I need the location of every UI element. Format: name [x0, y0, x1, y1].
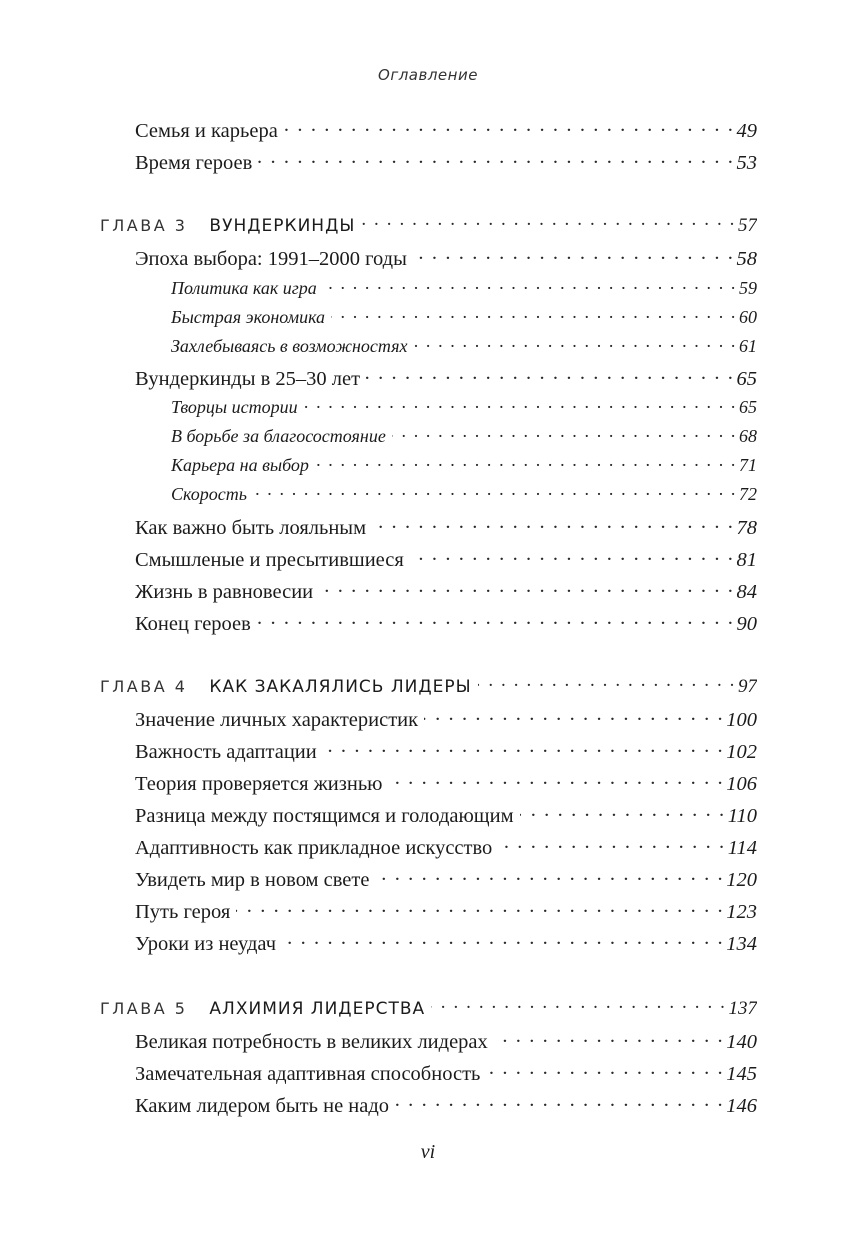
- chapter-page: 137: [728, 998, 757, 1019]
- toc-entry: [135, 148, 757, 175]
- toc-entry-title: Конец героев: [135, 612, 251, 635]
- toc-entry: [135, 801, 757, 828]
- chapter-title: АЛХИМИЯ ЛИДЕРСТВА: [209, 999, 426, 1019]
- chapter-page: 97: [738, 676, 757, 697]
- dot-leader: [319, 577, 734, 598]
- toc-entry-title: Быстрая экономика: [171, 307, 326, 327]
- dot-leader: [389, 769, 725, 790]
- toc-entry-page: 65: [739, 397, 757, 417]
- toc-entry-page: 145: [726, 1062, 757, 1085]
- toc-entry-page: 110: [727, 804, 757, 827]
- toc-entry-title: Эпоха выбора: 1991–2000 годы: [135, 247, 407, 270]
- dot-leader: [410, 545, 735, 566]
- toc-entry-title: Замечательная адаптивная способность: [135, 1062, 481, 1085]
- chapter-page: 57: [738, 215, 757, 236]
- toc-entry-title: Путь героя: [135, 900, 231, 923]
- toc-subentry: [171, 424, 757, 447]
- dot-leader: [258, 148, 734, 169]
- toc-entry-page: 71: [739, 455, 757, 475]
- toc-entry-title: Творцы истории: [171, 397, 298, 417]
- dot-leader: [486, 1059, 724, 1080]
- toc-entry-page: 134: [726, 932, 757, 955]
- toc-subentry: [171, 395, 757, 418]
- toc-entry: [135, 1091, 757, 1118]
- toc-entry-title: Политика как игра: [171, 278, 317, 298]
- toc-entry-title: Как важно быть лояльным: [135, 516, 367, 539]
- toc-entry-page: 59: [739, 278, 757, 298]
- toc-entry-page: 102: [726, 740, 757, 763]
- toc-entry-title: Значение личных характеристик: [135, 708, 419, 731]
- dot-leader: [392, 424, 737, 442]
- toc-entry-page: 53: [736, 151, 757, 174]
- toc-entry-page: 72: [739, 484, 757, 504]
- dot-leader: [413, 334, 737, 352]
- toc-entry: [135, 244, 757, 271]
- dot-leader: [478, 673, 736, 692]
- chapter-label: ГЛАВА 3: [100, 216, 188, 235]
- toc-entry-page: 61: [739, 336, 757, 356]
- toc-entry-page: 106: [726, 772, 757, 795]
- toc-entry-page: 84: [736, 580, 757, 603]
- toc-entry-title: Великая потребность в великих лидерах: [135, 1030, 488, 1053]
- running-head: Оглавление: [378, 66, 478, 84]
- toc-entry-page: 58: [736, 247, 757, 270]
- toc-entry: [135, 897, 757, 924]
- toc-entry-title: Адаптивность как прикладное искусство: [135, 836, 493, 859]
- toc-entry-page: 68: [739, 426, 757, 446]
- toc-entry-title: Разница между постящимся и голодающим: [135, 804, 514, 827]
- chapter-5-heading: [100, 995, 757, 1020]
- toc-entry-title: Важность адаптации: [135, 740, 317, 763]
- chapter-label: ГЛАВА 4: [100, 677, 188, 696]
- toc-entry: [135, 577, 757, 604]
- toc-entry: [135, 364, 757, 391]
- toc-entry: [135, 513, 757, 540]
- dot-leader: [315, 453, 737, 471]
- chapter-label: ГЛАВА 5: [100, 999, 188, 1018]
- dot-leader: [424, 705, 724, 726]
- dot-leader: [331, 305, 737, 323]
- toc-subentry: [171, 276, 757, 299]
- toc-entry: [135, 1027, 757, 1054]
- toc-entry-page: 60: [739, 307, 757, 327]
- toc-entry-page: 140: [726, 1030, 757, 1053]
- toc-entry: [135, 609, 757, 636]
- toc-entry-title: Увидеть мир в новом свете: [135, 868, 370, 891]
- toc-entry: [135, 1059, 757, 1086]
- dot-leader: [323, 276, 737, 294]
- dot-leader: [413, 244, 735, 265]
- dot-leader: [361, 212, 736, 231]
- chapter-4-heading: [100, 673, 757, 698]
- toc-entry-page: 146: [726, 1094, 757, 1117]
- dot-leader: [257, 609, 735, 630]
- toc-entry-title: Каким лидером быть не надо: [135, 1094, 390, 1117]
- toc-entry-page: 120: [726, 868, 757, 891]
- toc-entry-page: 65: [736, 367, 757, 390]
- toc-entry-title: Уроки из неудач: [135, 932, 276, 955]
- toc-entry-title: Теория проверяется жизнью: [135, 772, 383, 795]
- dot-leader: [284, 116, 735, 137]
- toc-entry-page: 81: [736, 548, 757, 571]
- toc-entry-title: Смышленые и пресытившиеся: [135, 548, 404, 571]
- toc-entry-title: Время героев: [135, 151, 253, 174]
- toc-entry: [135, 929, 757, 956]
- dot-leader: [253, 482, 737, 500]
- dot-leader: [236, 897, 724, 918]
- dot-leader: [494, 1027, 724, 1048]
- toc-entry-title: В борьбе за благосостояние: [171, 426, 386, 446]
- toc-entry: [135, 833, 757, 860]
- toc-entry-title: Скорость: [171, 484, 247, 504]
- toc-entry-page: 78: [736, 516, 757, 539]
- dot-leader: [366, 364, 734, 385]
- chapter-3-heading: [100, 212, 757, 237]
- toc-entry-title: Карьера на выбор: [171, 455, 309, 475]
- toc-entry-title: Семья и карьера: [135, 119, 278, 142]
- toc-entry-title: Вундеркинды в 25–30 лет: [135, 367, 361, 390]
- toc-subentry: [171, 334, 757, 357]
- toc-entry: [135, 769, 757, 796]
- toc-subentry: [171, 453, 757, 476]
- toc-entry-page: 100: [726, 708, 757, 731]
- toc-entry-page: 49: [736, 119, 757, 142]
- toc-entry-page: 90: [736, 612, 757, 635]
- page-number: vi: [420, 1141, 436, 1163]
- toc-entry-page: 114: [727, 836, 757, 859]
- dot-leader: [372, 513, 734, 534]
- toc-entry-title: Захлебываясь в возможностях: [171, 336, 408, 356]
- toc-subentry: [171, 305, 757, 328]
- toc-entry: [135, 545, 757, 572]
- toc-entry: [135, 865, 757, 892]
- toc-entry: [135, 705, 757, 732]
- dot-leader: [375, 865, 724, 886]
- dot-leader: [431, 995, 726, 1014]
- toc-entry: [135, 116, 757, 143]
- toc-entry: [135, 737, 757, 764]
- dot-leader: [304, 395, 737, 413]
- dot-leader: [520, 801, 726, 822]
- chapter-title: ВУНДЕРКИНДЫ: [209, 216, 356, 236]
- chapter-title: КАК ЗАКАЛЯЛИСЬ ЛИДЕРЫ: [209, 677, 472, 697]
- toc-subentry: [171, 482, 757, 505]
- dot-leader: [395, 1091, 724, 1112]
- toc-entry-page: 123: [726, 900, 757, 923]
- toc-entry-title: Жизнь в равновесии: [135, 580, 314, 603]
- dot-leader: [498, 833, 725, 854]
- dot-leader: [282, 929, 724, 950]
- dot-leader: [323, 737, 725, 758]
